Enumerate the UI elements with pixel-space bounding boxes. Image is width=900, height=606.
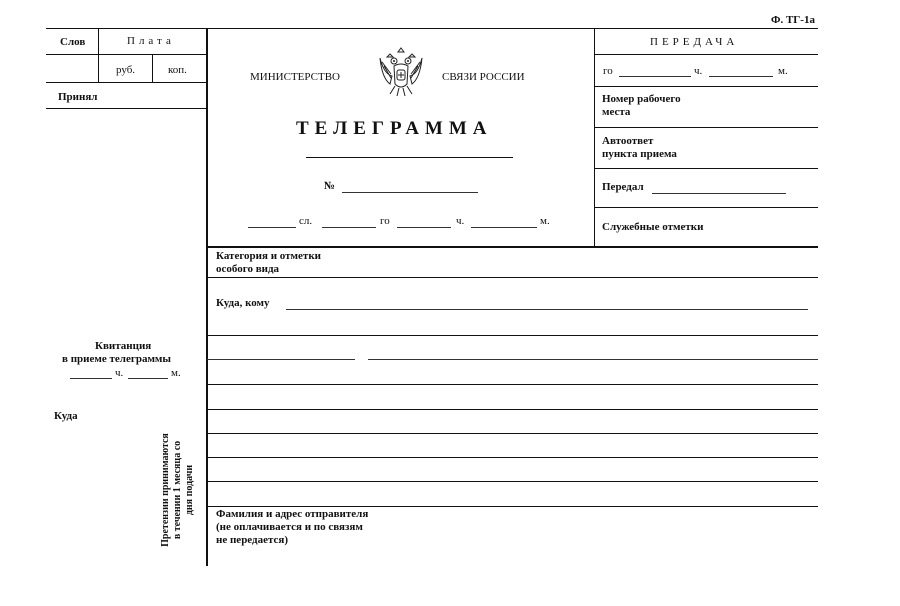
telegram-title: ТЕЛЕГРАММА bbox=[296, 118, 493, 139]
go-blank bbox=[322, 227, 376, 228]
transfer-hours-blank bbox=[709, 76, 773, 77]
hours-label: ч. bbox=[456, 215, 465, 227]
hours-blank bbox=[397, 227, 451, 228]
sl-label: сл. bbox=[299, 215, 313, 227]
claims-note-line1: Претензии принимаются bbox=[160, 433, 171, 547]
body-line-6 bbox=[207, 457, 818, 458]
address-line-split-right bbox=[368, 359, 818, 360]
transfer-hours-label: ч. bbox=[694, 65, 703, 77]
receipt-hours-label: ч. bbox=[115, 367, 124, 379]
receipt-hours-blank bbox=[70, 378, 112, 379]
sender-label-2: (не оплачивается и по связям bbox=[216, 521, 363, 533]
transfer-minutes-label: м. bbox=[778, 65, 788, 77]
ministry-label-right: СВЯЗИ РОССИИ bbox=[442, 71, 525, 83]
receipt-subtitle: в приеме телеграммы bbox=[62, 353, 172, 365]
body-line-8 bbox=[207, 506, 818, 507]
upper-section-bottom-line bbox=[207, 246, 818, 248]
minutes-label: м. bbox=[540, 215, 550, 227]
words-count-blank bbox=[248, 227, 296, 228]
sender-label-1: Фамилия и адрес отправителя bbox=[216, 508, 369, 520]
payment-subheader-line bbox=[46, 54, 206, 55]
body-line-5 bbox=[207, 433, 818, 434]
go-label: го bbox=[380, 215, 390, 227]
number-blank bbox=[342, 192, 478, 193]
right-line-2 bbox=[594, 86, 818, 87]
right-line-5 bbox=[594, 207, 818, 208]
coat-of-arms-icon bbox=[376, 44, 426, 100]
transfer-go-blank bbox=[619, 76, 691, 77]
rub-kop-divider bbox=[152, 54, 153, 82]
category-label-1: Категория и отметки bbox=[216, 250, 322, 262]
right-panel-divider bbox=[594, 28, 595, 247]
payment-label: Плата bbox=[127, 35, 175, 47]
claims-note-line2: в течении 1 месяца со bbox=[172, 440, 183, 540]
address-line-split-left bbox=[207, 359, 355, 360]
words-column-divider bbox=[98, 28, 99, 82]
words-label: Слов bbox=[60, 36, 86, 48]
body-line-3 bbox=[207, 384, 818, 385]
service-marks-label: Служебные отметки bbox=[602, 221, 704, 233]
title-underline bbox=[306, 157, 513, 158]
body-line-2 bbox=[207, 335, 818, 336]
accepted-label: Принял bbox=[58, 91, 98, 103]
body-line-4 bbox=[207, 409, 818, 410]
rub-label: руб. bbox=[116, 64, 136, 76]
left-panel-divider bbox=[206, 28, 208, 566]
where-whom-blank bbox=[286, 309, 808, 310]
top-border bbox=[46, 28, 818, 29]
right-line-4 bbox=[594, 168, 818, 169]
transfer-title: ПЕРЕДАЧА bbox=[650, 36, 739, 48]
kop-label: коп. bbox=[168, 64, 187, 76]
body-line-1 bbox=[207, 277, 818, 278]
right-line-1 bbox=[594, 54, 818, 55]
right-line-3 bbox=[594, 127, 818, 128]
transfer-go-label: го bbox=[603, 65, 613, 77]
receipt-minutes-blank bbox=[128, 378, 168, 379]
body-line-7 bbox=[207, 481, 818, 482]
number-label: № bbox=[324, 180, 336, 192]
transferred-label: Передал bbox=[602, 181, 644, 193]
ministry-label-left: МИНИСТЕРСТВО bbox=[250, 71, 340, 83]
accepted-bottom-line bbox=[46, 108, 206, 109]
form-code: Ф. ТГ-1а bbox=[771, 14, 815, 26]
autoreply-label-2: пункта приема bbox=[602, 148, 677, 160]
claims-note-line3: дня подачи bbox=[184, 464, 195, 516]
category-label-2: особого вида bbox=[216, 263, 280, 275]
workplace-label-2: места bbox=[602, 106, 631, 118]
minutes-blank bbox=[471, 227, 537, 228]
workplace-label-1: Номер рабочего bbox=[602, 93, 681, 105]
claims-note bbox=[160, 420, 196, 560]
transferred-blank bbox=[652, 193, 786, 194]
receipt-minutes-label: м. bbox=[171, 367, 181, 379]
autoreply-label-1: Автоответ bbox=[602, 135, 654, 147]
where-label: Куда bbox=[54, 410, 78, 422]
receipt-title: Квитанция bbox=[95, 340, 152, 352]
sender-label-3: не передается) bbox=[216, 534, 289, 546]
where-whom-label: Куда, кому bbox=[216, 297, 270, 309]
payment-bottom-line bbox=[46, 82, 206, 83]
